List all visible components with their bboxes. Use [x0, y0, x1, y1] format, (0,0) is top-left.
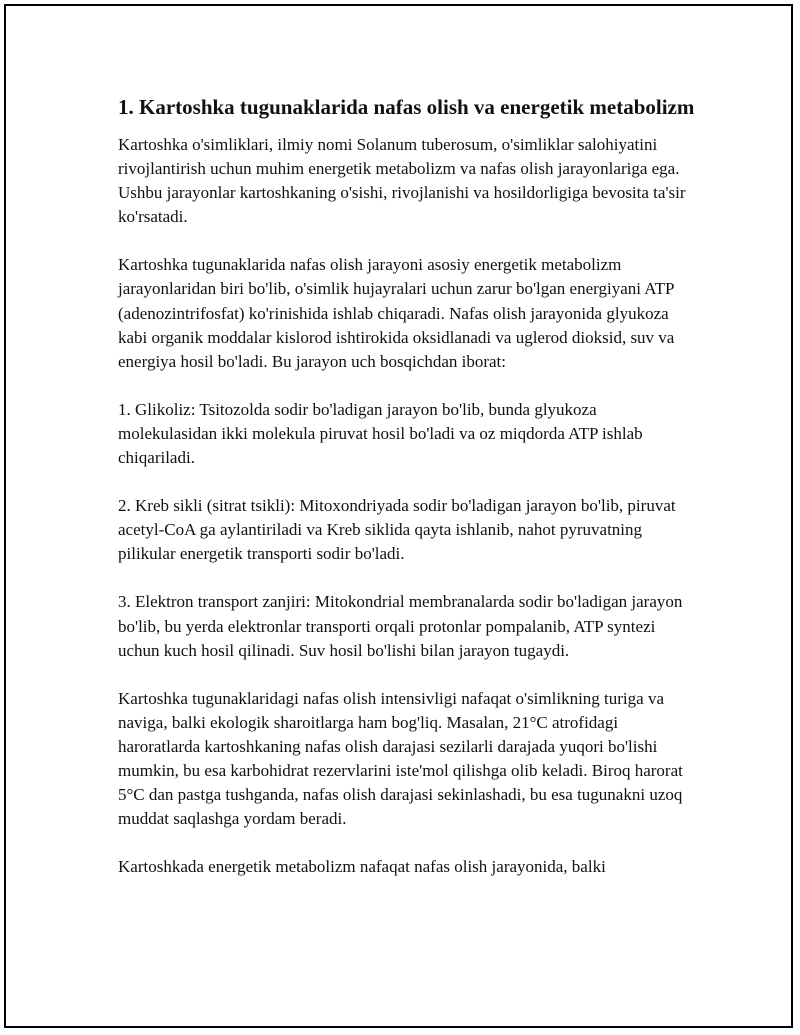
section-heading: 1. Kartoshka tugunaklarida nafas olish va energetik metabolizm	[118, 95, 695, 119]
paragraph-glycolysis: 1. Glikoliz: Tsitozolda sodir bo'ladigan jarayon bo'lib, bunda glyukoza molekulasidan ikki molekula piruvat hosil bo'ladi va oz miqdorda ATP ishlab chiqariladi.	[118, 399, 643, 468]
paragraph-krebs-cycle: 2. Kreb sikli (sitrat tsikli): Mitoxondriyada sodir bo'ladigan jarayon bo'lib, piruvat acetyl-CoA ga aylantiriladi va Kreb siklida qayta ishlanib, nahot pyruvatning pilikular energetik transporti sodir bo'ladi.	[118, 496, 676, 564]
paragraph-temperature: Kartoshka tugunaklaridagi nafas olish intensivligi nafaqat o'simlikning turiga va naviga, balki ekologik sharoitlarga ham bog'liq. Masalan, 21°C atrofidagi haroratlarda kartoshkaning nafas olish darajasi sezilarli darajada yuqori bo'lishi mumkin, bu esa karbohidrat rezervlarini iste'mol qilishga olib keladi. Biroq harorat 5°C dan pastga tushganda, nafas olish darajasi sekinlashadi, bu esa tugunakni uzoq muddat saqlashga yordam beradi.	[118, 688, 683, 829]
paragraph-respiration: Kartoshka tugunaklarida nafas olish jarayoni asosiy energetik metabolizm jarayonlaridan biri bo'lib, o'simlik hujayralari uchun zarur bo'lgan energiyani ATP (adenozintrifosfat) ko'rinishida ishlab chiqaradi. Nafas olish jarayonida glyukoza kabi organik moddalar kislorod ishtirokida oksidlanadi va uglerod dioksid, suv va energiya hosil bo'ladi. Bu jarayon uch bosqichdan iborat:	[118, 255, 675, 371]
paragraph-electron-transport: 3. Elektron transport zanjiri: Mitokondrial membranalarda sodir bo'ladigan jarayon bo'lib, bu yerda elektronlar transporti orqali protonlar pompalanib, ATP syntezi uchun kuch hosil qilinadi. Suv hosil bo'lishi bilan jarayon tugaydi.	[118, 592, 683, 660]
paragraph-intro: Kartoshka o'simliklari, ilmiy nomi Solanum tuberosum, o'simliklar salohiyatini rivojlantirish uchun muhim energetik metabolizm va nafas olish jarayonlariga ega. Ushbu jarayonlar kartoshkaning o'sishi, rivojlanishi va hosildorligiga bevosita ta'sir ko'rsatadi.	[118, 135, 686, 227]
paragraph-metabolism-continued: Kartoshkada energetik metabolizm nafaqat nafas olish jarayonida, balki	[118, 857, 606, 877]
document-body	[118, 93, 698, 903]
